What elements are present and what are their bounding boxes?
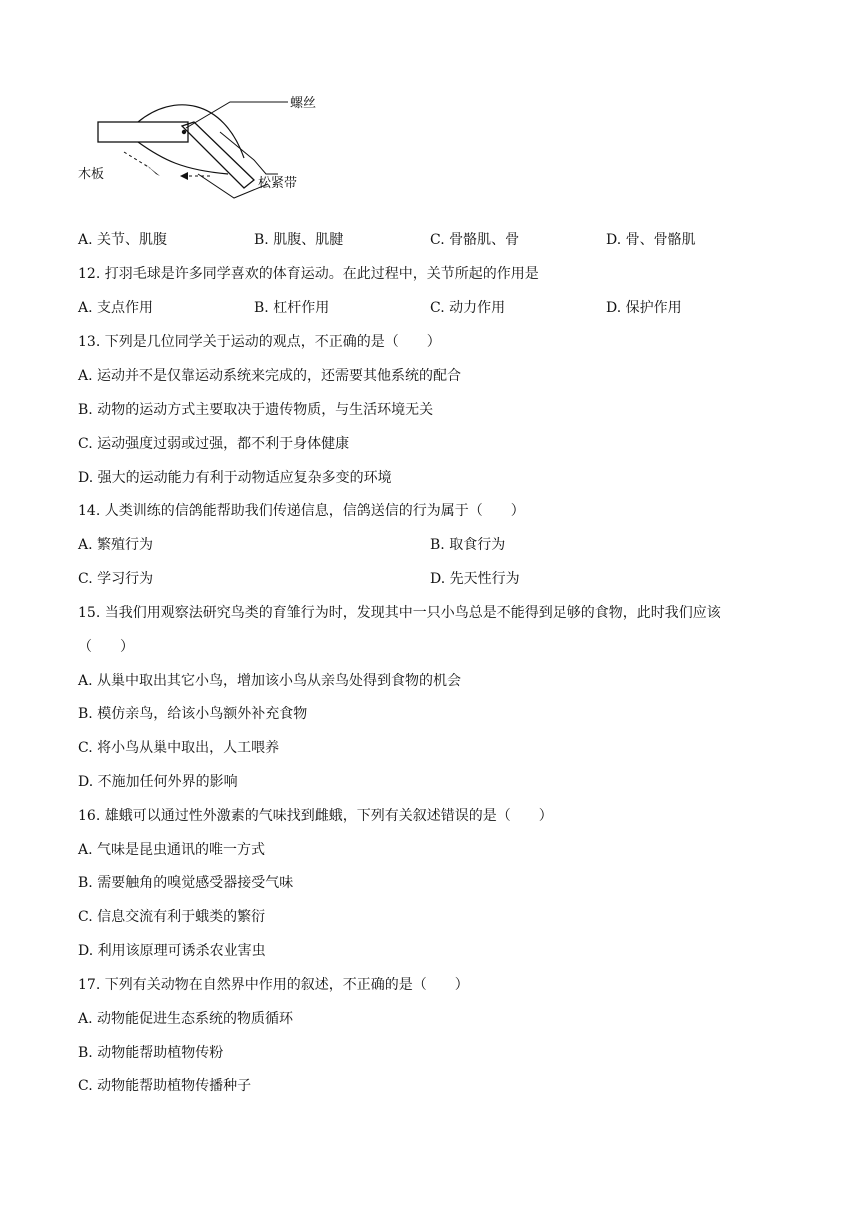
q17-option-a: A. 动物能促进生态系统的物质循环 [78, 1011, 294, 1027]
q11-option-b: B. 肌腹、肌腱 [254, 232, 344, 248]
screw-dot [182, 130, 186, 134]
q13-option-c: C. 运动强度过弱或过强，都不利于身体健康 [78, 436, 350, 452]
label-strap: 松紧带 [258, 176, 298, 191]
q12-option-a: A. 支点作用 [78, 300, 154, 316]
arrow-head-down [150, 168, 160, 176]
q14-option-c: C. 学习行为 [78, 571, 154, 587]
q15-stem-cont: （ ） [78, 639, 134, 655]
q11-option-d: D. 骨、骨骼肌 [606, 232, 696, 248]
q15-stem: 15. 当我们用观察法研究鸟类的育雏行为时，发现其中一只小鸟总是不能得到足够的食物，此时我们应该 [78, 605, 721, 621]
q16-option-b: B. 需要触角的嗅觉感受器接受气味 [78, 875, 294, 891]
q16-option-d: D. 利用该原理可诱杀农业害虫 [78, 943, 266, 959]
q13-option-d: D. 强大的运动能力有利于动物适应复杂多变的环境 [78, 470, 392, 486]
q15-option-b: B. 模仿亲鸟，给该小鸟额外补充食物 [78, 706, 308, 722]
q16-option-c: C. 信息交流有利于蛾类的繁衍 [78, 909, 266, 925]
q17-option-b: B. 动物能帮助植物传粉 [78, 1045, 224, 1061]
q12-stem: 12. 打羽毛球是许多同学喜欢的体育运动。在此过程中，关节所起的作用是 [78, 266, 539, 282]
q14-option-a: A. 繁殖行为 [78, 537, 154, 553]
q14-option-b: B. 取食行为 [430, 537, 506, 553]
q12-option-b: B. 杠杆作用 [254, 300, 330, 316]
screw-leader [186, 102, 288, 128]
diagram-model [78, 88, 318, 208]
q13-stem: 13. 下列是几位同学关于运动的观点，不正确的是（ ） [78, 334, 441, 350]
q15-option-a: A. 从巢中取出其它小鸟，增加该小鸟从亲鸟处得到食物的机会 [78, 673, 462, 689]
q17-stem: 17. 下列有关动物在自然界中作用的叙述，不正确的是（ ） [78, 977, 469, 993]
strap-upper-curve [138, 105, 244, 158]
board-shape [98, 122, 188, 142]
q14-stem: 14. 人类训练的信鸽能帮助我们传递信息，信鸽送信的行为属于（ ） [78, 503, 525, 519]
board-strap-diagram [78, 88, 318, 208]
q17-option-c: C. 动物能帮助植物传播种子 [78, 1078, 252, 1094]
label-board: 木板 [78, 167, 105, 182]
label-screw: 螺丝 [290, 96, 317, 111]
q11-option-a: A. 关节、肌腹 [78, 232, 168, 248]
q15-option-c: C. 将小鸟从巢中取出，人工喂养 [78, 740, 280, 756]
arrow-head-left [180, 172, 188, 180]
strap-leader [220, 132, 278, 174]
q15-option-d: D. 不施加任何外界的影响 [78, 774, 238, 790]
q12-option-d: D. 保护作用 [606, 300, 682, 316]
q13-option-b: B. 动物的运动方式主要取决于遗传物质，与生活环境无关 [78, 402, 434, 418]
q16-option-a: A. 气味是昆虫通讯的唯一方式 [78, 842, 266, 858]
q11-option-c: C. 骨骼肌、骨 [430, 232, 520, 248]
q16-stem: 16. 雄蛾可以通过性外激素的气味找到雌蛾，下列有关叙述错误的是（ ） [78, 808, 553, 824]
q14-option-d: D. 先天性行为 [430, 571, 520, 587]
q12-option-c: C. 动力作用 [430, 300, 506, 316]
q13-option-a: A. 运动并不是仅靠运动系统来完成的，还需要其他系统的配合 [78, 368, 462, 384]
